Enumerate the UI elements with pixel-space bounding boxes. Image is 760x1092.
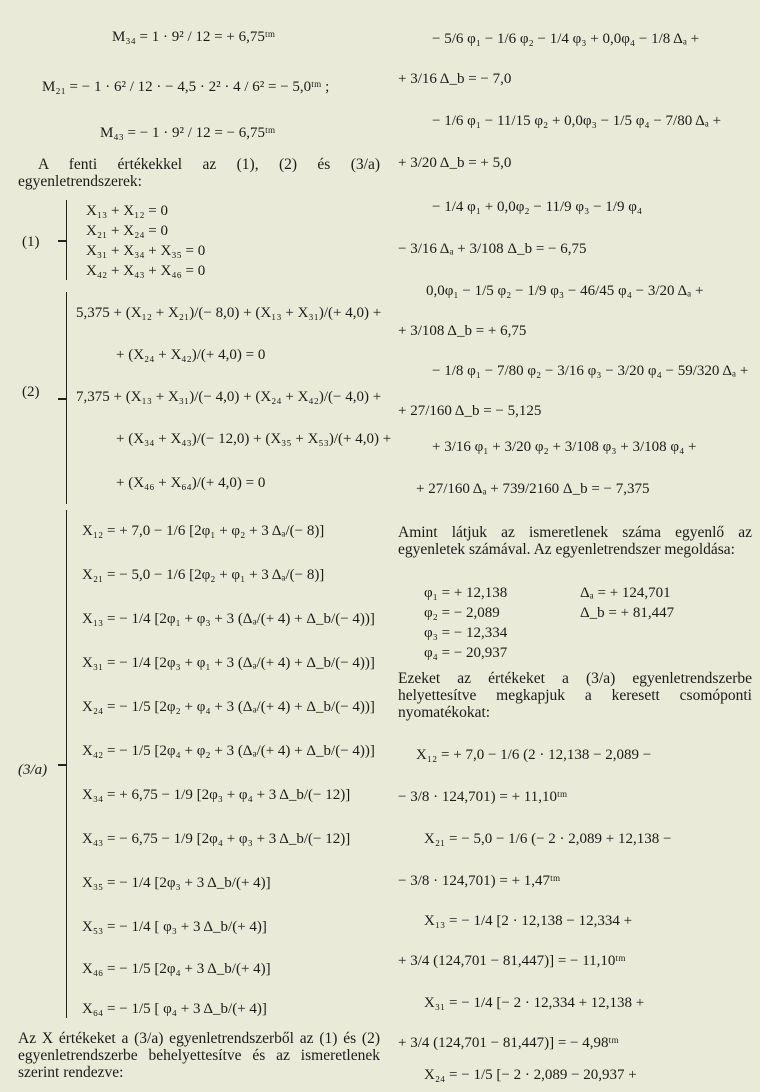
equation-line: − 5/6 φ₁ − 1/6 φ₂ − 1/4 φ₃ + 0,0φ₄ − 1/8 Δₐ +	[432, 31, 700, 47]
solution-phi4: φ₄ = − 20,937	[424, 645, 508, 661]
system3a-eq: X₁₃ = − 1/4 [2φ₁ + φ₃ + 3 (Δₐ/(+ 4) + Δ_b/(− 4))]	[82, 611, 375, 627]
system2-brace	[66, 292, 67, 504]
equation-line: + 27/160 Δₐ + 739/2160 Δ_b = − 7,375	[416, 481, 650, 497]
result-line: X₃₁ = − 1/4 [− 2 · 12,334 + 12,138 +	[424, 995, 645, 1011]
system1-label: (1)	[22, 234, 40, 250]
equation-line: + 3/20 Δ_b = + 5,0	[398, 155, 512, 171]
system1-brace	[66, 200, 67, 280]
solution-delta-b: Δ_b = + 81,447	[580, 605, 675, 621]
result-line: X₂₁ = − 5,0 − 1/6 (− 2 · 2,089 + 12,138 −	[424, 831, 672, 847]
system3a-eq: X₃₄ = + 6,75 − 1/9 [2φ₃ + φ₄ + 3 Δ_b/(− 12)]	[82, 787, 351, 803]
system1-eq: X₂₁ + X₂₄ = 0	[86, 223, 169, 239]
equation-line: − 1/8 φ₁ − 7/80 φ₂ − 3/16 φ₃ − 3/20 φ₄ − 59/320 Δₐ +	[432, 363, 749, 379]
equation-line: − 3/16 Δₐ + 3/108 Δ_b = − 6,75	[398, 241, 587, 257]
system3a-brace	[66, 510, 67, 1018]
system3a-eq: X₂₁ = − 5,0 − 1/6 [2φ₂ + φ₁ + 3 Δₐ/(− 8)]	[82, 567, 325, 583]
paragraph-solution: Amint látjuk az ismeretlenek száma egyenlő az egyenletek számával. Az egyenletrendszer megoldása:	[398, 524, 752, 558]
equation-line: + 3/16 φ₁ + 3/20 φ₂ + 3/108 φ₃ + 3/108 φ₄ +	[432, 439, 697, 455]
system3a-label: (3/a)	[18, 762, 48, 778]
result-line: − 3/8 · 124,701) = + 1,47ᵗᵐ	[398, 873, 561, 889]
paragraph-substitution: Ezeket az értékeket a (3/a) egyenletrendszerbe helyettesítve megkapjuk a keresett csomóponti nyomatékokat:	[398, 670, 752, 721]
system2-eq: + (X₄₆ + X₆₄)/(+ 4,0) = 0	[116, 475, 266, 491]
result-line: + 3/4 (124,701 − 81,447)] = − 4,98ᵗᵐ	[398, 1035, 619, 1051]
intro-text: A fenti értékekkel az (1), (2) és (3/a) egyenletrendszerek:	[18, 156, 380, 190]
equation-line: + 3/108 Δ_b = + 6,75	[398, 323, 527, 339]
equation-line: + 27/160 Δ_b = − 5,125	[398, 403, 542, 419]
moment-m43: M₄₃ = − 1 · 9² / 12 = − 6,75ᵗᵐ	[100, 125, 276, 141]
equation-line: − 1/6 φ₁ − 11/15 φ₂ + 0,0φ₃ − 1/5 φ₄ − 7/80 Δₐ +	[432, 113, 722, 129]
system3a-eq: X₆₄ = − 1/5 [ φ₄ + 3 Δ_b/(+ 4)]	[82, 1001, 267, 1017]
system3a-eq: X₄₂ = − 1/5 [2φ₄ + φ₂ + 3 (Δₐ/(+ 4) + Δ_b/(− 4))]	[82, 743, 375, 759]
system2-eq: 5,375 + (X₁₂ + X₂₁)/(− 8,0) + (X₁₃ + X₃₁)/(+ 4,0) +	[76, 305, 382, 321]
system2-label: (2)	[22, 384, 40, 400]
system2-eq: + (X₃₄ + X₄₃)/(− 12,0) + (X₃₅ + X₅₃)/(+ 4,0) +	[116, 431, 392, 447]
solution-phi2: φ₂ = − 2,089	[424, 605, 500, 621]
result-line: X₁₂ = + 7,0 − 1/6 (2 · 12,138 − 2,089 −	[416, 747, 652, 763]
system3a-eq: X₁₂ = + 7,0 − 1/6 [2φ₁ + φ₂ + 3 Δₐ/(− 8)]	[82, 523, 325, 539]
equation-line: − 1/4 φ₁ + 0,0φ₂ − 11/9 φ₃ − 1/9 φ₄	[432, 199, 643, 215]
result-line: X₁₃ = − 1/4 [2 · 12,138 − 12,334 +	[424, 913, 633, 929]
moment-m21: M₂₁ = − 1 · 6² / 12 · − 4,5 · 2² · 4 / 6² = − 5,0ᵗᵐ ;	[42, 79, 330, 95]
result-line: − 3/8 · 124,701) = + 11,10ᵗᵐ	[398, 789, 568, 805]
system3a-eq: X₄₆ = − 1/5 [2φ₄ + 3 Δ_b/(+ 4)]	[82, 961, 271, 977]
equation-line: + 3/16 Δ_b = − 7,0	[398, 71, 512, 87]
system3a-eq: X₄₃ = − 6,75 − 1/9 [2φ₄ + φ₃ + 3 Δ_b/(− 12)]	[82, 831, 351, 847]
equation-line: 0,0φ₁ − 1/5 φ₂ − 1/9 φ₃ − 46/45 φ₄ − 3/20 Δₐ +	[426, 283, 704, 299]
system1-eq: X₁₃ + X₁₂ = 0	[86, 203, 169, 219]
system1-eq: X₃₁ + X₃₄ + X₃₅ = 0	[86, 243, 206, 259]
system3a-eq: X₃₁ = − 1/4 [2φ₃ + φ₁ + 3 (Δₐ/(+ 4) + Δ_b/(− 4))]	[82, 655, 375, 671]
result-line: + 3/4 (124,701 − 81,447)] = − 11,10ᵗᵐ	[398, 953, 626, 969]
system1-eq: X₄₂ + X₄₃ + X₄₆ = 0	[86, 263, 206, 279]
moment-m34: M₃₄ = 1 · 9² / 12 = + 6,75ᵗᵐ	[112, 29, 276, 45]
solution-phi3: φ₃ = − 12,334	[424, 625, 508, 641]
solution-phi1: φ₁ = + 12,138	[424, 585, 508, 601]
solution-delta-a: Δₐ = + 124,701	[580, 585, 671, 601]
system3a-eq: X₂₄ = − 1/5 [2φ₂ + φ₄ + 3 (Δₐ/(+ 4) + Δ_b/(− 4))]	[82, 699, 375, 715]
result-line: X₂₄ = − 1/5 [− 2 · 2,089 − 20,937 +	[424, 1067, 637, 1083]
system2-eq: 7,375 + (X₁₃ + X₃₁)/(− 4,0) + (X₂₄ + X₄₂)/(− 4,0) +	[76, 389, 382, 405]
system2-eq: + (X₂₄ + X₄₂)/(+ 4,0) = 0	[116, 347, 266, 363]
system3a-eq: X₅₃ = − 1/4 [ φ₃ + 3 Δ_b/(+ 4)]	[82, 919, 267, 935]
system3a-eq: X₃₅ = − 1/4 [2φ₃ + 3 Δ_b/(+ 4)]	[82, 875, 271, 891]
closing-text: Az X értékeket a (3/a) egyenletrendszerből az (1) és (2) egyenletrendszerbe behelyettesítve és az ismeretlenek szerint rendezve:	[18, 1030, 380, 1081]
